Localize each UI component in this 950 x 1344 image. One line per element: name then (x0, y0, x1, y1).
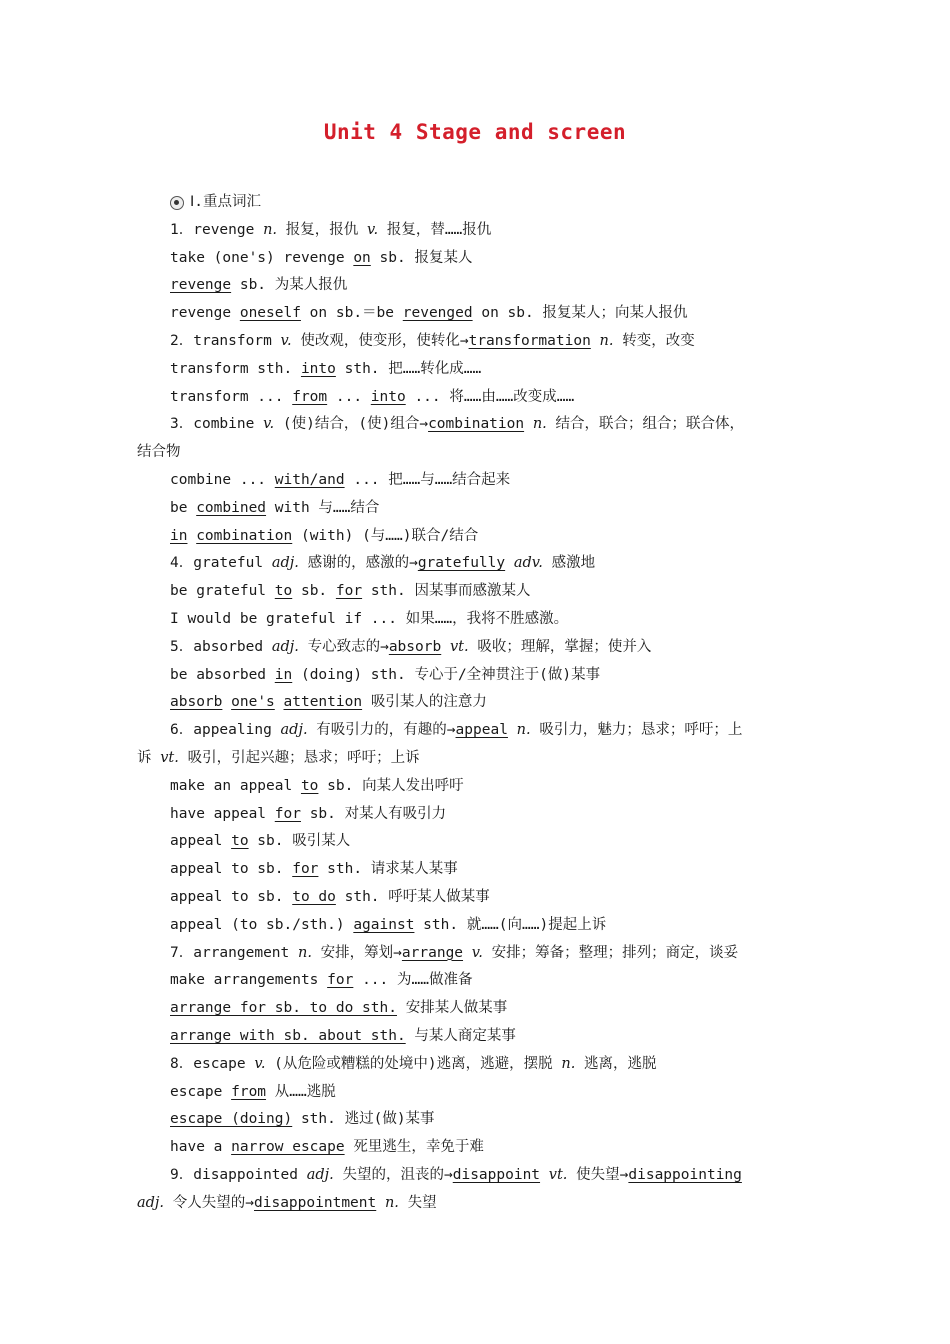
line-text: 9．disappointed (170, 1166, 307, 1183)
line-text: ... 把……与……结合起来 (344, 471, 511, 488)
line-text: appeal to sb. (170, 861, 293, 878)
underlined-answer: to do (292, 888, 336, 905)
line-text: 4．grateful (170, 555, 272, 572)
vocab-line (137, 495, 817, 523)
underlined-answer: for (292, 861, 319, 878)
line-text: sb. 为某人报仇 (231, 277, 348, 294)
line-text: 5．absorbed (170, 638, 272, 655)
underlined-answer: arrange (401, 944, 464, 961)
line-text: make an appeal (170, 777, 301, 794)
vocab-line (137, 578, 817, 606)
line-text: 诉 (137, 749, 161, 766)
part-of-speech: n. (532, 416, 547, 433)
part-of-speech: adv. (513, 555, 543, 572)
line-text: with 与……结合 (266, 499, 380, 516)
part-of-speech: vt. (548, 1166, 568, 1183)
line-text: ... 将……由……改变成…… (405, 388, 575, 405)
vocab-line (137, 300, 817, 328)
part-of-speech: vt. (160, 749, 179, 766)
line-text: 感谢的，感激的→ (298, 555, 418, 572)
line-text (275, 694, 284, 710)
line-text: 安排；筹备；整理；排列；商定，谈妥 (482, 944, 739, 961)
line-text: ... 为……做准备 (353, 972, 473, 989)
line-text: on sb.＝be (300, 305, 403, 322)
line-text: 有吸引力的，有趣的→ (307, 722, 456, 739)
vocab-line (137, 245, 817, 273)
underlined-answer: escape (doing) (170, 1111, 293, 1128)
vocab-line (137, 1106, 817, 1134)
line-text: sb. 报复某人 (370, 249, 473, 266)
line-text (540, 1167, 549, 1183)
line-text (376, 1195, 385, 1211)
underlined-answer: attention (283, 694, 363, 711)
line-text (463, 945, 472, 961)
vocab-line (137, 940, 817, 968)
underlined-answer: for (327, 972, 354, 989)
underlined-answer: to (300, 777, 319, 794)
line-text: 7．arrangement (170, 944, 298, 961)
line-text: 与某人商定某事 (405, 1027, 516, 1044)
line-text (441, 639, 450, 655)
line-text: 吸引，引起兴趣；恳求；呼吁；上诉 (178, 749, 420, 766)
line-text: 失望的，沮丧的→ (333, 1166, 453, 1183)
underlined-answer: for (274, 805, 301, 822)
underlined-answer: revenged (402, 305, 473, 322)
part-of-speech: v. (263, 416, 275, 433)
vocab-line (137, 1023, 817, 1051)
line-text (222, 694, 231, 710)
line-text: 3．combine (170, 416, 264, 433)
line-text: be absorbed (170, 666, 275, 683)
vocab-line-continuation (137, 1190, 817, 1218)
part-of-speech: n. (561, 1055, 576, 1072)
part-of-speech: v. (280, 332, 292, 349)
part-of-speech: v. (254, 1055, 266, 1072)
line-text: take (one's) revenge (170, 249, 354, 266)
section-heading-text: Ⅰ.重点词汇 (190, 194, 262, 210)
part-of-speech: adj. (271, 555, 299, 572)
line-text: (从危险或糟糕的处境中)逃离，逃避，摆脱 (265, 1055, 562, 1072)
line-text: 转变，改变 (613, 332, 695, 349)
part-of-speech: adj. (271, 638, 299, 655)
line-text: 吸引力，魅力；恳求；呼吁；上 (530, 722, 743, 739)
vocab-line (137, 328, 817, 356)
line-text: appeal (170, 833, 232, 850)
line-text: 6．appealing (170, 722, 281, 739)
part-of-speech: n. (384, 1194, 399, 1211)
line-text: sth. 就……(向……)提起上诉 (414, 916, 607, 933)
vocab-line (137, 884, 817, 912)
underlined-answer: appeal (455, 722, 508, 739)
underlined-answer: arrange for sb. to do sth. (170, 1000, 397, 1017)
line-text: transform sth. (170, 360, 301, 377)
vocab-line (137, 272, 817, 300)
underlined-answer: disappointment (254, 1194, 377, 1211)
vocab-line (137, 1079, 817, 1107)
vocab-line (137, 523, 817, 551)
vocab-line (137, 828, 817, 856)
vocabulary-section (137, 189, 817, 1217)
underlined-answer: with/and (274, 471, 345, 488)
line-text: (with) (与……)联合/结合 (292, 527, 479, 544)
vocab-line (137, 384, 817, 412)
vocab-line (137, 689, 817, 717)
line-text: 安排，筹划→ (311, 944, 402, 961)
vocab-line (137, 634, 817, 662)
underlined-answer: combined (196, 499, 267, 516)
underlined-answer: arrange with sb. about sth. (170, 1027, 406, 1044)
line-text: 失望 (398, 1194, 437, 1211)
underlined-answer: revenge (170, 277, 232, 294)
vocab-line (137, 1162, 817, 1190)
part-of-speech: n. (516, 722, 531, 739)
part-of-speech: n. (298, 944, 312, 961)
line-text: be grateful (170, 583, 275, 600)
part-of-speech: adj. (306, 1166, 334, 1183)
vocab-line (137, 411, 817, 439)
underlined-answer: in (170, 527, 188, 544)
line-text: 使改观，使变形，使转化→ (291, 332, 469, 349)
underlined-answer: to (274, 583, 293, 600)
line-text: sth. 把……转化成…… (335, 360, 482, 377)
line-text: combine ... (170, 471, 275, 488)
line-text: appeal (to sb./sth.) (170, 916, 354, 933)
vocab-line (137, 856, 817, 884)
line-text: sb. (292, 583, 336, 600)
underlined-answer: one's (231, 694, 275, 711)
underlined-answer: combination (196, 527, 293, 544)
line-text: (使)结合，(使)组合→ (274, 416, 429, 433)
vocab-line-continuation (137, 439, 817, 467)
line-text: revenge (170, 305, 240, 322)
line-text: 感激地 (542, 555, 596, 572)
line-text: 结合，联合；组合；联合体， (546, 416, 745, 433)
line-text: have a (170, 1139, 232, 1156)
line-text (508, 722, 517, 738)
vocab-line (137, 967, 817, 995)
underlined-answer: absorb (170, 694, 223, 711)
line-text: I would be grateful if ... 如果……，我将不胜感激。 (170, 610, 569, 627)
vocab-line (137, 1051, 817, 1079)
line-text: 死里逃生，幸免于难 (344, 1139, 484, 1156)
line-text: escape (170, 1083, 232, 1100)
section-heading (137, 189, 817, 217)
line-text: 报复，替……报仇 (378, 221, 492, 238)
vocab-line (137, 912, 817, 940)
underlined-answer: oneself (239, 305, 301, 322)
line-text: sb. 向某人发出呼吁 (318, 777, 464, 794)
vocab-line (137, 773, 817, 801)
line-text: be (170, 499, 197, 516)
line-text: sth. 因某事而感激某人 (362, 583, 531, 600)
vocab-line (137, 606, 817, 634)
underlined-answer: on (353, 249, 371, 266)
line-text: sb. 吸引某人 (248, 833, 351, 850)
line-text: (doing) sth. 专心于/全神贯注于(做)某事 (292, 666, 601, 683)
page-title: Unit 4 Stage and screen (323, 120, 627, 144)
vocab-line (137, 995, 817, 1023)
underlined-answer: from (292, 388, 328, 405)
line-text: sth. 呼吁某人做某事 (335, 888, 490, 905)
line-text: 使失望→ (567, 1166, 629, 1183)
underlined-answer: from (231, 1083, 267, 1100)
part-of-speech: adj. (137, 1194, 165, 1211)
line-text: 2．transform (170, 332, 281, 349)
underlined-answer: disappoint (452, 1166, 541, 1183)
vocab-line (137, 467, 817, 495)
vocabulary-list (137, 217, 817, 1218)
line-text: make arrangements (170, 972, 328, 989)
radio-bullet-icon (170, 196, 184, 210)
line-text: 吸收；理解，掌握；使并入 (468, 638, 652, 655)
line-text (505, 555, 514, 571)
vocab-line (137, 662, 817, 690)
line-text: 结合物 (137, 444, 181, 461)
line-text: 8．escape (170, 1055, 255, 1072)
line-text (591, 333, 600, 349)
underlined-answer: transformation (468, 332, 591, 349)
line-text: 1．revenge (170, 221, 264, 238)
underlined-answer: into (300, 360, 336, 377)
vocab-line-continuation (137, 745, 817, 773)
line-text: 安排某人做某事 (396, 1000, 508, 1017)
underlined-answer: into (370, 388, 406, 405)
line-text: 报复，报仇 (277, 221, 367, 238)
line-text (524, 416, 533, 432)
underlined-answer: combination (428, 416, 525, 433)
underlined-answer: gratefully (417, 555, 506, 572)
underlined-answer: in (274, 666, 293, 683)
underlined-answer: to (231, 833, 249, 850)
line-text: ... (327, 388, 371, 405)
line-text (187, 528, 196, 544)
vocab-line (137, 1134, 817, 1162)
underlined-answer: disappointing (628, 1166, 742, 1183)
vocab-line (137, 356, 817, 384)
part-of-speech: n. (599, 332, 614, 349)
vocab-line (137, 717, 817, 745)
vocab-line (137, 550, 817, 578)
line-text: sb. 对某人有吸引力 (300, 805, 447, 822)
part-of-speech: adj. (280, 722, 308, 739)
part-of-speech: n. (263, 221, 278, 238)
underlined-answer: absorb (388, 638, 442, 655)
line-text: have appeal (170, 805, 275, 822)
line-text: transform ... (170, 388, 293, 405)
underlined-answer: narrow escape (231, 1139, 345, 1156)
underlined-answer: against (353, 916, 415, 933)
part-of-speech: v. (471, 944, 483, 961)
line-text: sth. 请求某人某事 (318, 861, 458, 878)
line-text: 逃离，逃脱 (575, 1055, 657, 1072)
vocab-line (137, 801, 817, 829)
line-text: 令人失望的→ (164, 1194, 255, 1211)
line-text: on sb. 报复某人；向某人报仇 (472, 305, 688, 322)
line-text: 吸引某人的注意力 (362, 694, 487, 711)
part-of-speech: v. (367, 221, 379, 238)
line-text: sth. 逃过(做)某事 (292, 1111, 435, 1128)
underlined-answer: for (335, 583, 363, 600)
line-text: 专心致志的→ (298, 638, 389, 655)
line-text: appeal to sb. (170, 888, 293, 905)
vocab-line (137, 217, 817, 245)
part-of-speech: vt. (449, 638, 469, 655)
line-text: 从……逃脱 (266, 1083, 336, 1100)
